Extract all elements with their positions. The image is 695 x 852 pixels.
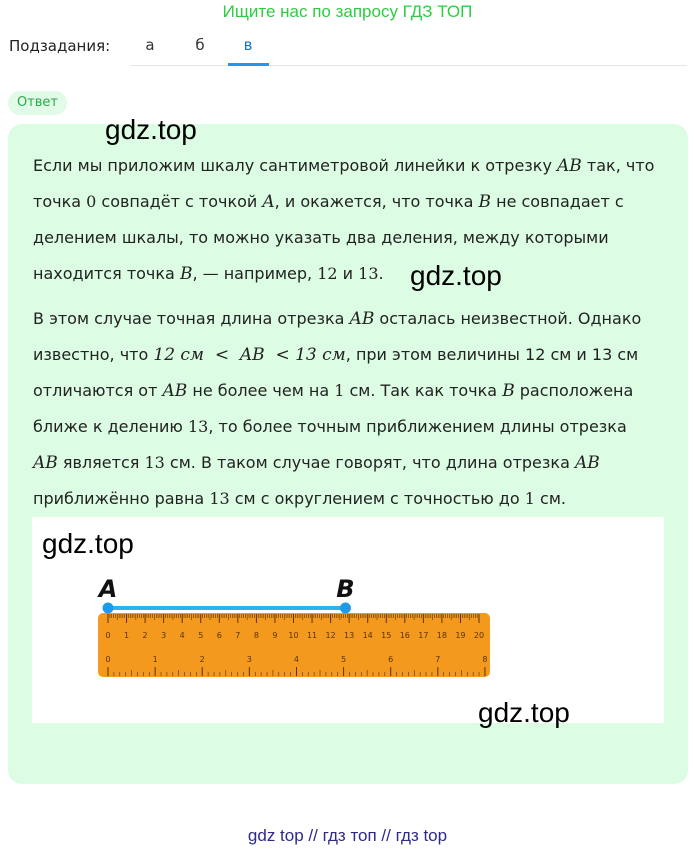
footer-links[interactable]: gdz top // гдз топ // гдз top xyxy=(247,826,448,845)
cm-label: 19 xyxy=(455,631,466,640)
p2-line-3: отличаются от AB не более чем на 1 см. Так как точка B расположена xyxy=(33,381,634,401)
p1-line-2: точка 0 совпадёт с точкой A, и окажется, что точка B не совпадает с xyxy=(33,192,624,212)
tab-b[interactable]: б xyxy=(195,36,205,54)
inch-label: 0 xyxy=(105,655,111,664)
watermark: gdz.top xyxy=(42,528,134,559)
p2-line-4: ближе к делению 13, то более точным приближением длины отрезка xyxy=(33,417,627,436)
cm-label: 5 xyxy=(198,631,204,640)
cm-label: 17 xyxy=(418,631,429,640)
point-a-dot xyxy=(103,603,114,614)
p2-line-1: В этом случае точная длина отрезка AB осталась неизвестной. Однако xyxy=(33,309,642,329)
cm-label: 8 xyxy=(253,631,259,640)
cm-label: 14 xyxy=(362,631,373,640)
subtasks-bar xyxy=(0,30,695,66)
cm-label: 0 xyxy=(105,631,111,640)
search-banner[interactable]: Ищите нас по запросу ГДЗ ТОП xyxy=(222,2,473,21)
subtasks-label: Подзадания: xyxy=(9,37,111,55)
cm-label: 7 xyxy=(235,631,241,640)
cm-label: 2 xyxy=(142,631,148,640)
cm-label: 9 xyxy=(272,631,278,640)
point-a-label: A xyxy=(98,575,118,603)
cm-label: 20 xyxy=(473,631,485,640)
inch-label: 5 xyxy=(341,655,347,664)
cm-label: 6 xyxy=(216,631,222,640)
cm-label: 1 xyxy=(124,631,130,640)
paragraph-1 xyxy=(33,148,673,292)
cm-label: 12 xyxy=(325,631,336,640)
inch-label: 2 xyxy=(199,655,205,664)
p2-line-2: известно, что 12 см < AB < 13 см, при этом величины 12 см и 13 см xyxy=(33,345,639,365)
cm-label: 10 xyxy=(288,631,299,640)
ruler-cm-labels xyxy=(105,631,484,640)
p2-line-5: AB является 13 см. В таком случае говорят, что длина отрезка AB xyxy=(33,453,600,473)
p1-line-3: делением шкалы, то можно указать два деления, между которыми xyxy=(33,228,609,247)
cm-label: 11 xyxy=(306,631,318,640)
active-tab-indicator xyxy=(228,63,269,66)
tab-v[interactable]: в xyxy=(243,36,253,54)
inch-label: 7 xyxy=(435,655,441,664)
cm-label: 18 xyxy=(436,631,447,640)
watermark: gdz.top xyxy=(478,697,570,728)
subtasks-divider xyxy=(130,65,687,66)
p1-line-4: находится точка B, — например, 12 и 13. xyxy=(33,264,384,284)
watermark: gdz.top xyxy=(410,260,502,291)
cm-label: 13 xyxy=(344,631,355,640)
p1-line-1: Если мы приложим шкалу сантиметровой линейки к отрезку AB так, что xyxy=(33,156,655,176)
inch-label: 8 xyxy=(482,655,488,664)
inch-label: 1 xyxy=(152,655,158,664)
answer-badge[interactable]: Ответ xyxy=(8,91,67,115)
inch-label: 3 xyxy=(246,655,252,664)
paragraph-2 xyxy=(33,301,673,517)
inch-label: 6 xyxy=(388,655,394,664)
tab-a[interactable]: а xyxy=(145,36,155,54)
cm-label: 16 xyxy=(399,631,410,640)
watermark: gdz.top xyxy=(105,114,197,145)
point-b-dot xyxy=(340,603,351,614)
cm-label: 4 xyxy=(179,631,185,640)
cm-label: 15 xyxy=(381,631,392,640)
p2-line-6: приближённо равна 13 см с округлением с точностью до 1 см. xyxy=(33,489,566,508)
cm-label: 3 xyxy=(161,631,167,640)
inch-label: 4 xyxy=(293,655,300,664)
point-b-label: B xyxy=(336,575,355,603)
